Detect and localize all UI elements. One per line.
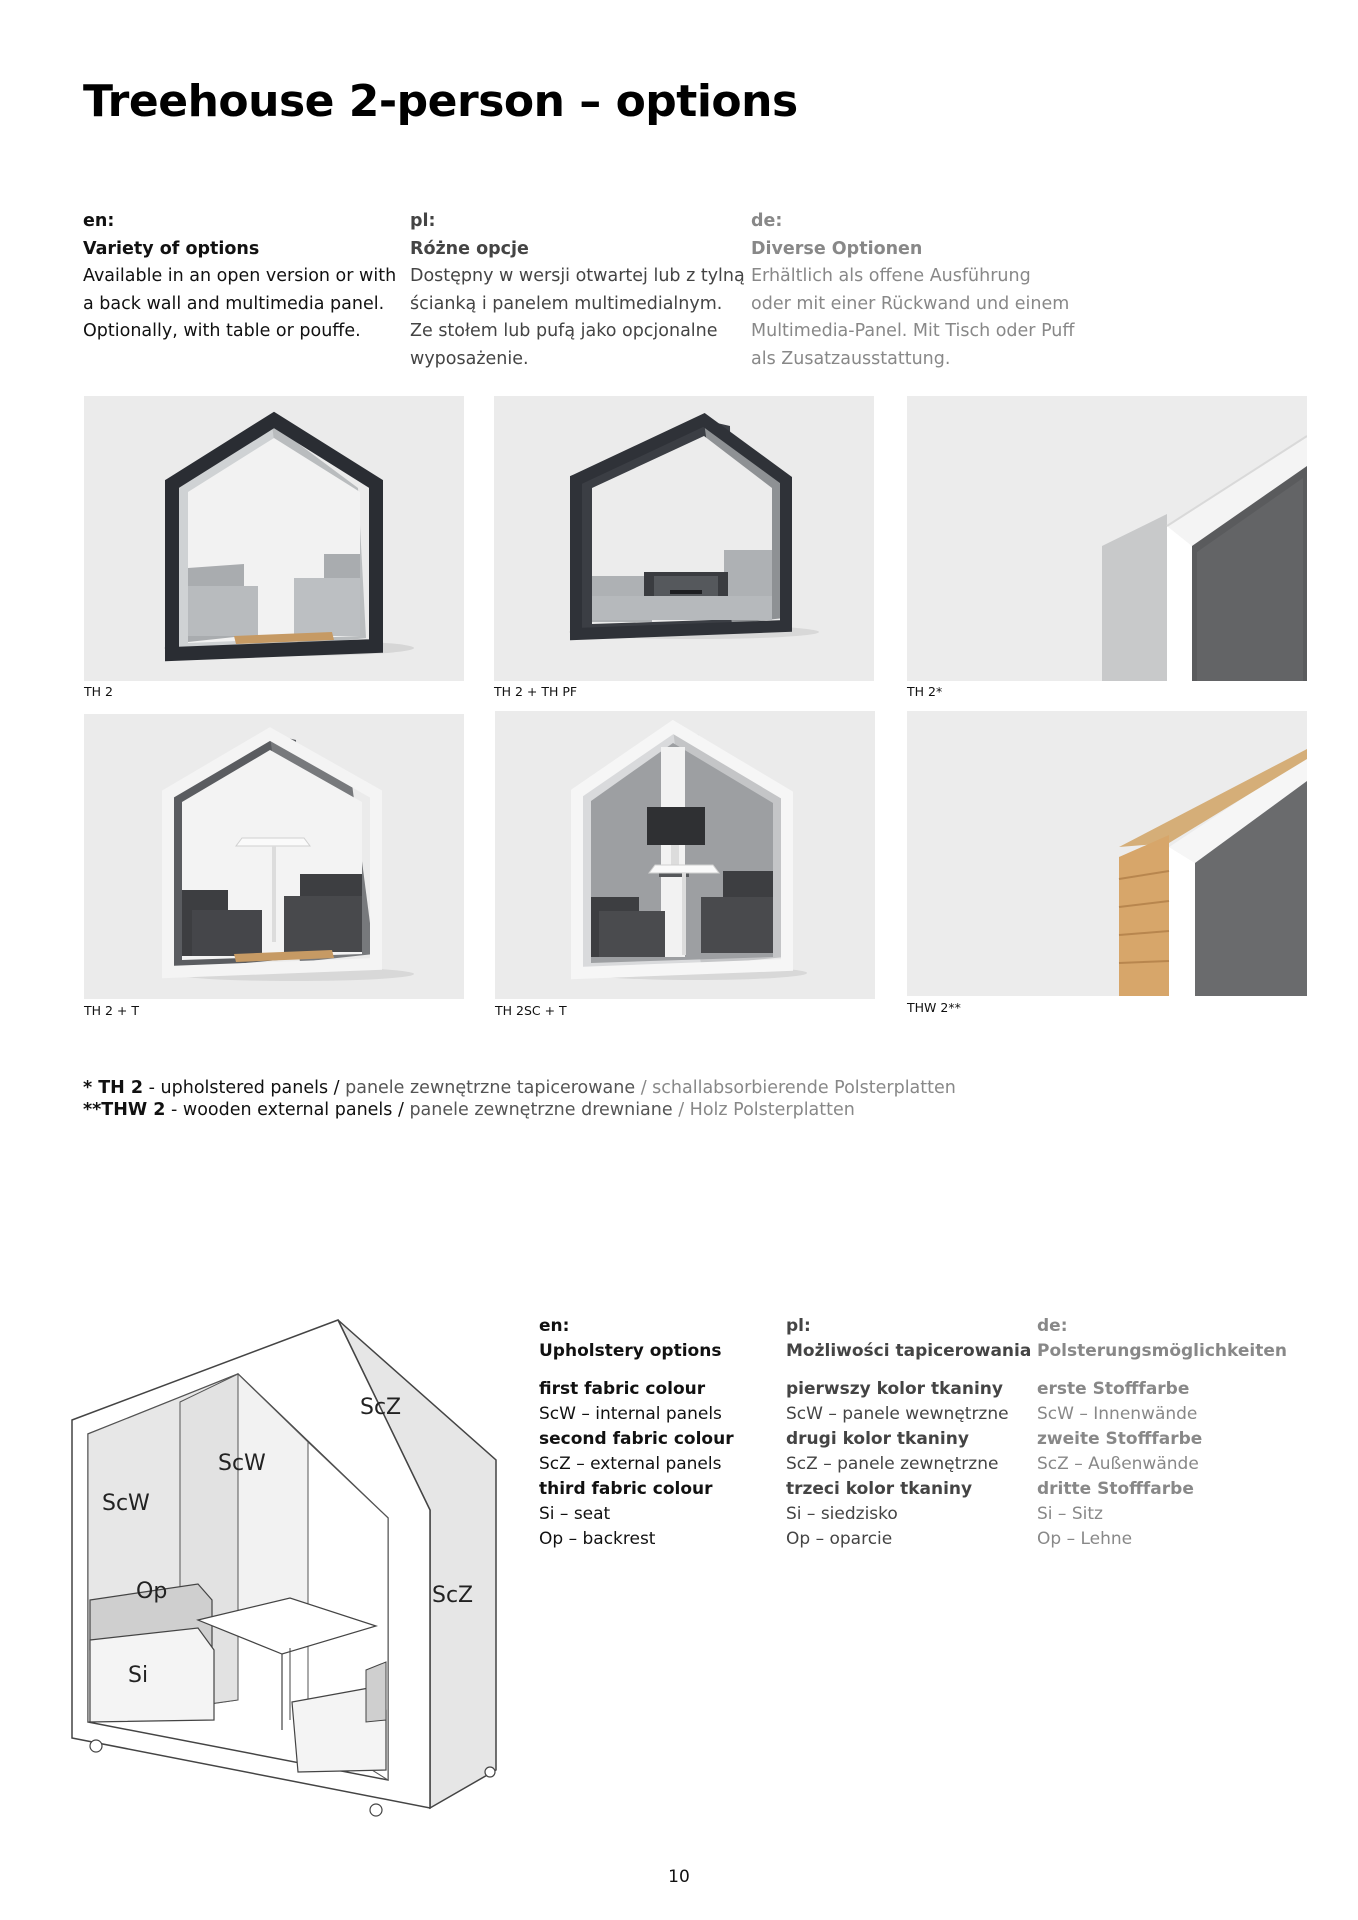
intro-line: Erhältlich als offene Ausführung <box>751 266 1031 286</box>
fabric-third-label: dritte Stofffarbe <box>1037 1479 1194 1499</box>
intro-heading: Diverse Optionen <box>751 238 923 259</box>
fabric-third-value: Si – siedzisko <box>786 1504 898 1524</box>
fabric-second-label: drugi kolor tkaniny <box>786 1429 969 1449</box>
photo-caption: TH 2 + T <box>84 1003 140 1018</box>
intro-de <box>751 208 1075 373</box>
footnote-code: * TH 2 <box>83 1078 144 1098</box>
fabric-first-value: ScW – internal panels <box>539 1404 722 1424</box>
label-scz-side: ScZ <box>432 1583 474 1608</box>
photo-caption: TH 2SC + T <box>495 1003 567 1018</box>
fabric-second-value: ScZ – Außenwände <box>1037 1454 1199 1474</box>
label-scw-left: ScW <box>102 1491 150 1516</box>
intro-heading: Różne opcje <box>410 238 529 259</box>
footnote-thw2 <box>83 1099 956 1121</box>
intro-line: Available in an open version or with <box>83 266 397 286</box>
upholstery-de <box>1037 1314 1287 1552</box>
footnote-de: Holz Polsterplatten <box>689 1100 855 1120</box>
footnote-sep: / <box>328 1078 346 1098</box>
product-photo-th2-t <box>84 714 464 999</box>
fabric-third-value: Op – Lehne <box>1037 1529 1133 1549</box>
page-number: 10 <box>668 1867 690 1887</box>
footnote-de: schallabsorbierende Polsterplatten <box>652 1078 956 1098</box>
intro-line: ścianką i panelem multimedialnym. <box>410 293 723 314</box>
intro-line: als Zusatzausstattung. <box>751 348 951 369</box>
photo-caption: TH 2 <box>84 684 113 699</box>
footnote-pl: panele zewnętrzne drewniane <box>409 1100 673 1120</box>
product-photo-th2-pf <box>494 396 874 681</box>
product-photo-th2-detail <box>907 396 1307 681</box>
upholstery-diagram <box>70 1310 510 1830</box>
label-scw-back: ScW <box>218 1451 266 1476</box>
fabric-first-label: erste Stofffarbe <box>1037 1379 1190 1399</box>
fabric-third-label: trzeci kolor tkaniny <box>786 1479 973 1499</box>
footnote-sep: / <box>392 1100 410 1120</box>
fabric-first-value: ScW – panele wewnętrzne <box>786 1404 1009 1424</box>
fabric-second-value: ScZ – panele zewnętrzne <box>786 1454 999 1474</box>
lang-label: en: <box>539 1316 570 1336</box>
footnote-th2 <box>83 1077 956 1099</box>
upholstery-heading: Możliwości tapicerowania <box>786 1341 1032 1361</box>
fabric-second-value: ScZ – external panels <box>539 1454 722 1474</box>
product-photo-th2 <box>84 396 464 681</box>
intro-line: Multimedia-Panel. Mit Tisch oder Puff <box>751 321 1075 341</box>
lang-label: en: <box>83 211 115 231</box>
upholstery-heading: Upholstery options <box>539 1341 722 1361</box>
intro-line: Optionally, with table or pouffe. <box>83 321 361 341</box>
fabric-third-value: Si – Sitz <box>1037 1504 1103 1524</box>
fabric-first-value: ScW – Innenwände <box>1037 1404 1198 1424</box>
intro-line: oder mit einer Rückwand und einem <box>751 293 1070 314</box>
lang-label: de: <box>1037 1316 1068 1336</box>
footnote-en: - upholstered panels <box>143 1078 329 1098</box>
lang-label: pl: <box>410 211 436 231</box>
photo-caption: TH 2 + TH PF <box>494 684 578 699</box>
fabric-third-value: Op – oparcie <box>786 1529 893 1549</box>
footnote-pl: panele zewnętrzne tapicerowane <box>345 1078 636 1098</box>
page-title: Treehouse 2-person – options <box>83 76 798 127</box>
footnote-sep: / <box>672 1100 690 1120</box>
intro-heading: Variety of options <box>83 238 260 259</box>
fabric-second-label: zweite Stofffarbe <box>1037 1429 1203 1449</box>
label-op: Op <box>136 1579 168 1604</box>
footnotes <box>83 1077 956 1121</box>
intro-line: a back wall and multimedia panel. <box>83 293 385 314</box>
upholstery-en <box>539 1314 734 1552</box>
footnote-sep: / <box>635 1078 653 1098</box>
fabric-first-label: first fabric colour <box>539 1379 706 1399</box>
upholstery-pl <box>786 1314 1031 1552</box>
photo-caption: TH 2* <box>907 684 943 699</box>
fabric-third-value: Op – backrest <box>539 1529 656 1549</box>
footnote-code: **THW 2 <box>83 1100 166 1120</box>
intro-line: Ze stołem lub pufą jako opcjonalne <box>410 321 718 341</box>
lang-label: pl: <box>786 1316 811 1336</box>
upholstery-heading: Polsterungsmöglichkeiten <box>1037 1341 1287 1361</box>
footnote-en: - wooden external panels <box>165 1100 393 1120</box>
fabric-second-label: second fabric colour <box>539 1429 734 1449</box>
intro-line: Dostępny w wersji otwartej lub z tylną <box>410 266 745 286</box>
fabric-first-label: pierwszy kolor tkaniny <box>786 1379 1003 1399</box>
intro-pl <box>410 208 745 373</box>
product-photo-thw2-detail <box>907 711 1307 996</box>
label-si: Si <box>128 1663 149 1688</box>
lang-label: de: <box>751 211 783 231</box>
fabric-third-value: Si – seat <box>539 1504 611 1524</box>
label-scz-roof: ScZ <box>360 1395 402 1420</box>
fabric-third-label: third fabric colour <box>539 1479 713 1499</box>
photo-caption: THW 2** <box>907 1000 961 1015</box>
intro-en <box>83 208 403 346</box>
intro-line: wyposażenie. <box>410 348 529 369</box>
product-photo-th2sc-t <box>495 711 875 999</box>
